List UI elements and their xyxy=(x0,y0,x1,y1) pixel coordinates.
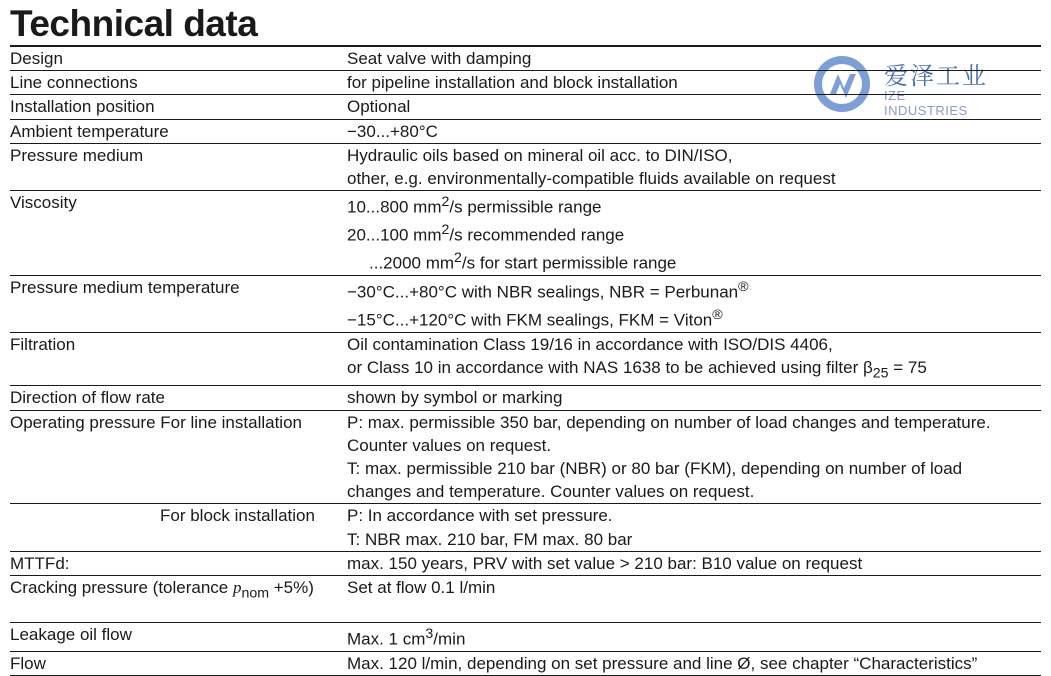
row-flow xyxy=(10,652,1041,676)
row-label: Pressure medium xyxy=(10,145,144,165)
subscript: 25 xyxy=(872,365,889,382)
value-line xyxy=(347,219,1041,247)
value-line: Counter values on request. xyxy=(347,435,552,455)
page-title: Technical data xyxy=(10,3,258,44)
value-line: Set at flow 0.1 l/min xyxy=(347,577,496,597)
row-pressure-medium-temperature xyxy=(10,276,1041,333)
row-label: Pressure medium temperature xyxy=(10,277,240,297)
value-line xyxy=(347,191,1041,219)
registered-mark: ® xyxy=(712,306,723,323)
row-label: Viscosity xyxy=(10,193,77,213)
row-pressure-medium xyxy=(10,144,1041,191)
row-spacer xyxy=(347,599,1041,622)
value-text: /min xyxy=(433,629,466,649)
row-value xyxy=(347,623,1041,651)
row-mttfd xyxy=(10,552,1041,576)
subscript: nom xyxy=(241,585,270,602)
logo-english-text: IZE INDUSTRIES xyxy=(884,88,968,118)
row-label: Filtration xyxy=(10,334,76,354)
value-line: P: In accordance with set pressure. xyxy=(347,506,613,526)
value-text: /s permissible range xyxy=(449,197,602,217)
row-operating-pressure-line xyxy=(10,411,1041,505)
value-text: ...2000 mm xyxy=(369,253,455,273)
row-value xyxy=(347,333,1041,386)
row-ambient-temperature xyxy=(10,120,1041,144)
row-value: Seat valve with damping xyxy=(347,49,532,68)
row-value: Max. 120 l/min, depending on set pressure and line Ø, see chapter “Characteristics” xyxy=(347,654,978,673)
row-value xyxy=(347,411,1041,504)
value-line: Oil contamination Class 19/16 in accordance with ISO/DIS 4406, xyxy=(347,334,833,354)
value-text: or Class 10 in accordance with NAS 1638 to be achieved using filter β xyxy=(347,357,873,377)
value-line xyxy=(347,356,1041,386)
row-cracking-pressure xyxy=(10,576,1041,623)
row-installation-position xyxy=(10,95,1041,119)
value-line: other, e.g. environmentally-compatible fluids available on request xyxy=(347,169,836,189)
value-line: T: NBR max. 210 bar, FM max. 80 bar xyxy=(347,529,633,549)
row-label: Operating pressure For line installation xyxy=(10,412,302,432)
value-line xyxy=(347,247,1041,275)
row-label: Line connections xyxy=(10,73,138,93)
value-line: T: max. permissible 210 bar (NBR) or 80 bar (FKM), depending on number of load xyxy=(347,458,963,478)
row-value xyxy=(347,191,1041,275)
row-design xyxy=(10,47,1041,71)
superscript: 2 xyxy=(441,194,450,211)
row-value: shown by symbol or marking xyxy=(347,388,563,408)
row-value: −30...+80°C xyxy=(347,121,438,141)
value-line: Hydraulic oils based on mineral oil acc. to DIN/ISO, xyxy=(347,145,733,165)
label-text: Cracking pressure (tolerance xyxy=(10,577,233,597)
label-symbol: p xyxy=(232,577,242,597)
row-value xyxy=(347,276,1041,332)
row-line-connections xyxy=(10,71,1041,95)
row-filtration xyxy=(10,333,1041,387)
row-value xyxy=(347,144,1041,190)
row-value: max. 150 years, PRV with set value > 210 bar: B10 value on request xyxy=(347,553,863,573)
value-text: −30°C...+80°C with NBR sealings, NBR = Perbunan xyxy=(347,282,739,302)
registered-mark: ® xyxy=(738,278,749,295)
value-text: = 75 xyxy=(888,357,927,377)
row-label xyxy=(10,576,347,622)
value-text: −15°C...+120°C with FKM sealings, FKM = Viton xyxy=(347,310,713,330)
row-value xyxy=(347,576,1041,622)
value-text: 20...100 mm xyxy=(347,225,442,245)
value-text: /s recommended range xyxy=(449,225,625,245)
row-direction-of-flow xyxy=(10,386,1041,410)
row-value: for pipeline installation and block installation xyxy=(347,73,678,93)
row-label: Direction of flow rate xyxy=(10,388,165,408)
row-label: MTTFd: xyxy=(10,553,70,573)
superscript: 3 xyxy=(425,626,434,643)
row-label: Leakage oil flow xyxy=(10,625,132,645)
value-line xyxy=(347,304,1041,332)
value-text: 10...800 mm xyxy=(347,197,442,217)
row-label: Installation position xyxy=(10,97,155,117)
value-line xyxy=(347,276,1041,304)
superscript: 2 xyxy=(454,249,462,266)
value-line: P: max. permissible 350 bar, depending on number of load changes and temperature. xyxy=(347,412,991,432)
row-label: Flow xyxy=(10,654,46,673)
row-value: Optional xyxy=(347,97,411,117)
row-operating-pressure-block xyxy=(10,504,1041,551)
row-viscosity xyxy=(10,191,1041,276)
logo-chinese-text: 爱泽工业 xyxy=(884,63,988,90)
row-label: For block installation xyxy=(160,506,315,526)
technical-data-table xyxy=(10,45,1041,676)
row-value xyxy=(347,504,1041,550)
value-text: Max. 1 cm xyxy=(347,629,426,649)
superscript: 2 xyxy=(441,222,450,239)
value-text: /s for start permissible range xyxy=(461,253,677,273)
row-label: Design xyxy=(10,49,63,68)
label-text: +5%) xyxy=(269,577,314,597)
row-label: Ambient temperature xyxy=(10,121,169,141)
value-line: changes and temperature. Counter values on request. xyxy=(347,482,755,502)
row-leakage-oil-flow xyxy=(10,623,1041,652)
